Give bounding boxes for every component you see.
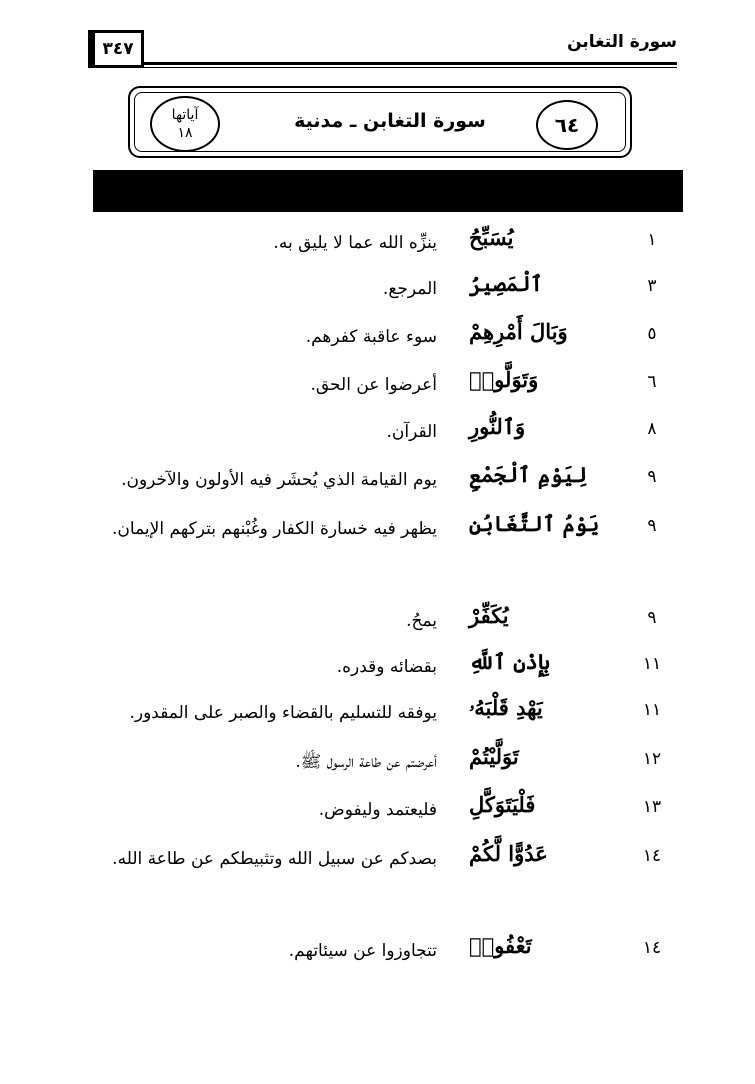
surah-number-circle: ٦٤ <box>536 100 598 150</box>
verse-number: ٨ <box>647 419 657 439</box>
quran-word: بِإِذْنِ ٱللَّهِ <box>469 649 551 674</box>
word-meaning: فليعتمد وليفوض. <box>318 800 437 820</box>
quran-word: وَبَالَ أَمْرِهِمْ <box>469 319 568 344</box>
word-meaning: القرآن. <box>386 422 437 442</box>
ayat-label: آياتها <box>171 107 199 123</box>
verse-number: ٩ <box>647 608 657 628</box>
word-meaning: أعرضوا عن الحق. <box>310 375 437 395</box>
word-meaning: بصدكم عن سبيل الله وتثبيطكم عن طاعة الله. <box>112 849 437 869</box>
verse-number: ١١ <box>642 700 662 720</box>
page-number: ٣٤٧ <box>92 30 144 68</box>
ayat-count-oval <box>150 96 220 152</box>
quran-word: لِيَوْمِ ٱلْجَمْعِ <box>469 462 588 487</box>
word-meaning: المرجع. <box>382 279 437 299</box>
quran-word: يَهْدِ قَلْبَهُۥ <box>469 695 543 720</box>
word-meaning: يوفقه للتسليم بالقضاء والصبر على المقدور. <box>129 703 437 723</box>
quran-word: وَٱلنُّورِ <box>469 414 526 439</box>
verse-number: ١ <box>647 230 657 250</box>
verse-number: ٥ <box>647 324 657 344</box>
word-meaning: يظهر فيه خسارة الكفار وغُبْنهم بتركهم الإيمان. <box>112 519 437 539</box>
running-header-surah-name: سورة التغابن <box>567 32 677 52</box>
verse-number: ١١ <box>642 654 662 674</box>
word-meaning: بقضائه وقدره. <box>336 657 437 677</box>
verse-number: ٣ <box>647 276 657 296</box>
verse-number: ١٤ <box>642 938 662 958</box>
surah-title: سورة التغابن ـ مدنية <box>294 110 486 132</box>
word-meaning: يوم القيامة الذي يُحشَر فيه الأولون والآخرون. <box>121 470 437 490</box>
black-banner <box>93 170 683 212</box>
quran-word: وَتَوَلَّوا۟ <box>469 367 539 392</box>
verse-number: ١٣ <box>642 797 662 817</box>
quran-word: ٱلْمَصِيرُ <box>469 271 543 296</box>
verse-number: ٩ <box>647 467 657 487</box>
word-meaning: أعرضتم عن طاعة الرسول ﷺ. <box>295 752 437 772</box>
quran-word: تَوَلَّيْتُمْ <box>469 744 519 769</box>
ayat-count: ١٨ <box>177 125 193 141</box>
header-rule <box>144 62 677 65</box>
verse-number: ٦ <box>647 372 657 392</box>
quran-word: يُكَفِّرْ <box>469 603 509 628</box>
quran-word: فَلْيَتَوَكَّلِ <box>469 792 536 817</box>
word-meaning: ينزِّه الله عما لا يليق به. <box>273 233 437 253</box>
quran-word: يُسَبِّحُ <box>469 225 514 250</box>
verse-number: ١٤ <box>642 846 662 866</box>
quran-word: تَعْفُوا۟ <box>469 933 532 958</box>
quran-word: عَدُوًّا لَّكُمْ <box>469 841 548 866</box>
quran-word: يَوْمُ ٱلتَّغَابُنِ <box>469 511 600 536</box>
header-rule-thin <box>144 67 677 68</box>
verse-number: ٩ <box>647 516 657 536</box>
word-meaning: يمحُ. <box>406 611 437 631</box>
word-meaning: سوء عاقبة كفرهم. <box>305 327 437 347</box>
verse-number: ١٢ <box>642 749 662 769</box>
word-meaning: تتجاوزوا عن سيئاتهم. <box>288 941 437 961</box>
